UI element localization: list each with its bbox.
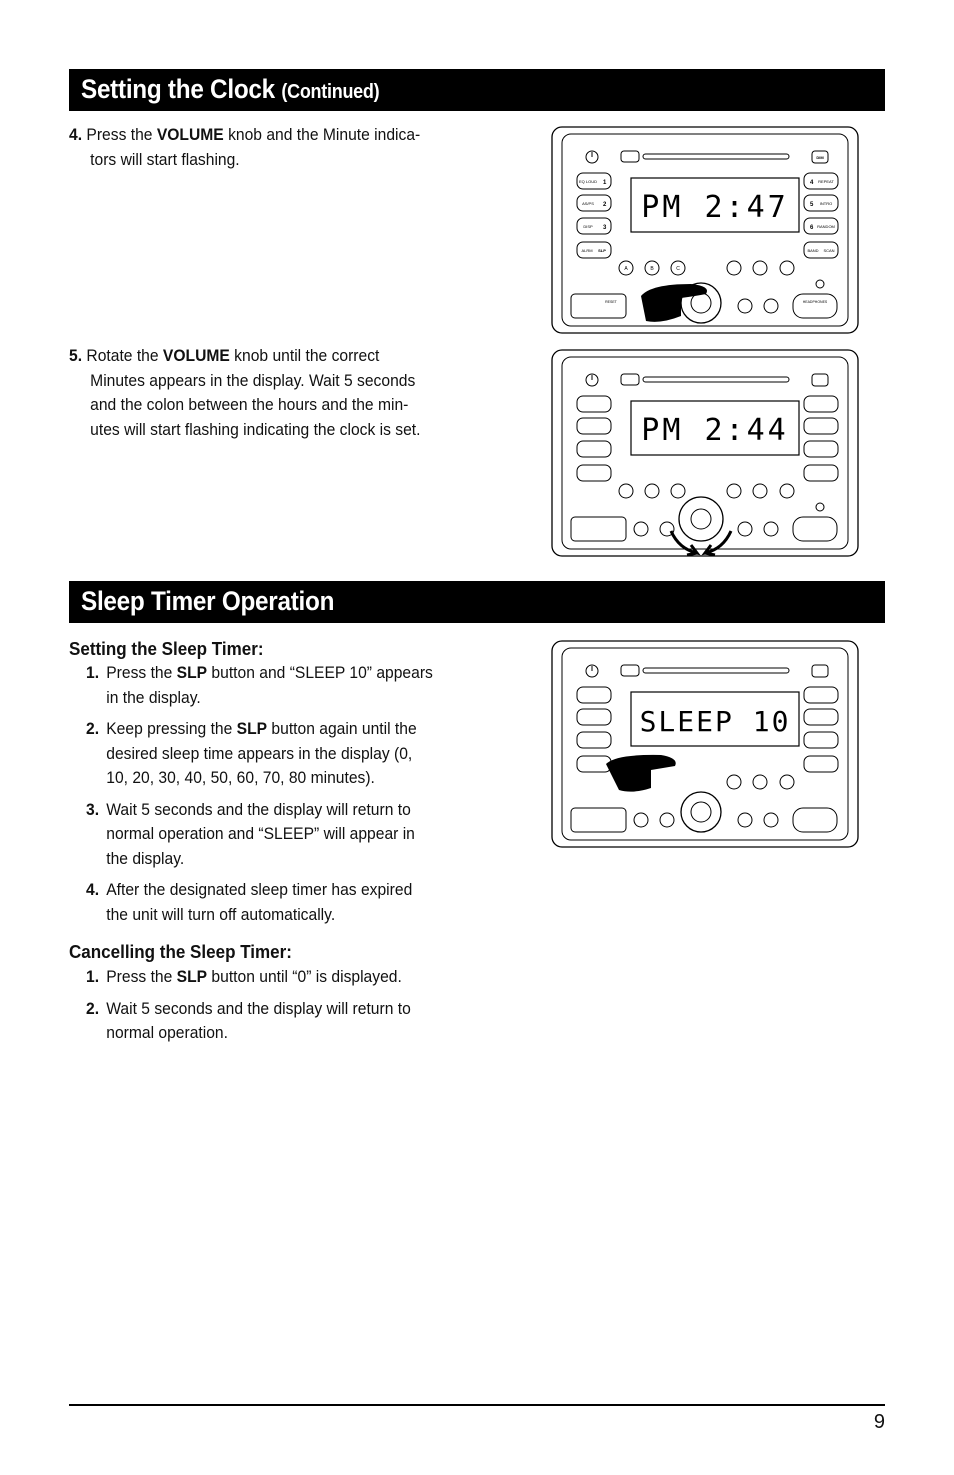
section-header-sleep <box>69 581 885 623</box>
step-text: in the display. <box>106 687 201 707</box>
button-label: DIM <box>816 155 824 160</box>
step-number: 1. <box>86 663 100 682</box>
step-text: Press the <box>106 967 177 986</box>
step-text: After the designated sleep timer has expired <box>106 880 413 899</box>
step-line <box>106 903 335 928</box>
button-label: C <box>676 266 680 272</box>
step-text: Minutes appears in the display. Wait 5 seconds <box>90 370 416 390</box>
button-label: 4 <box>810 180 814 186</box>
step-number: 5. <box>69 346 83 365</box>
step-text: Keep pressing the <box>106 719 237 738</box>
button-label: SLP <box>598 248 606 253</box>
button-label: 3 <box>603 225 607 231</box>
step-number: 1. <box>86 967 100 986</box>
section-header-clock <box>69 69 885 111</box>
step-line <box>106 798 411 823</box>
step-text: knob until the correct <box>229 346 380 365</box>
button-label: DISP <box>583 224 593 229</box>
step-text: normal operation. <box>106 1023 228 1042</box>
step-text: button until “0” is displayed. <box>207 967 402 986</box>
step-text: the display. <box>106 848 185 868</box>
step-text: and the colon between the hours and the min- <box>90 395 409 414</box>
step-line <box>106 686 200 711</box>
title-text: Setting the Clock <box>81 74 275 104</box>
step-text: Press the <box>106 663 177 682</box>
step-number: 3. <box>86 799 100 819</box>
step-bold: SLP <box>236 719 268 738</box>
section-title <box>81 74 379 105</box>
button-label: 2 <box>603 202 607 208</box>
step-line <box>106 878 412 903</box>
step-bold: VOLUME <box>156 125 224 144</box>
step-number: 2. <box>86 998 100 1018</box>
step-line <box>106 661 433 686</box>
button-label: HEADPHONES <box>802 300 828 304</box>
button-label: 6 <box>810 225 814 231</box>
step-line <box>106 1021 228 1046</box>
step-line <box>106 717 416 742</box>
title-suffix: (Continued) <box>281 81 380 103</box>
step-line <box>106 766 375 791</box>
radio-figure-2 <box>551 349 859 557</box>
step-text: Wait 5 seconds and the display will return to <box>106 799 411 819</box>
button-label: 5 <box>810 202 814 208</box>
step-text: desired sleep time appears in the display (0, <box>106 743 413 763</box>
step-number: 4. <box>86 880 100 899</box>
button-label: A <box>624 266 628 272</box>
step-text: normal operation and “SLEEP” will appear in <box>106 824 415 843</box>
step-bold: VOLUME <box>162 346 230 365</box>
clock-step-4 <box>69 123 465 172</box>
button-label: B <box>650 266 654 272</box>
step-text: 10, 20, 30, 40, 50, 60, 70, 80 minutes). <box>106 768 375 787</box>
step-text: utes will start flashing indicating the clock is set. <box>90 419 421 439</box>
step-line <box>106 965 402 990</box>
lcd-text: PM 2:44 <box>641 413 789 448</box>
step-number: 4. <box>69 125 83 144</box>
button-label: RANDOM <box>817 224 835 229</box>
button-label: SCAN <box>823 248 835 253</box>
button-label: AS/PS <box>582 201 594 206</box>
step-bold: SLP <box>176 663 208 682</box>
button-label: RESET <box>605 300 617 304</box>
step-line <box>106 822 415 847</box>
lcd-text: SLEEP 10 <box>639 705 791 738</box>
step-bold: SLP <box>176 967 208 986</box>
button-label: EQ LOUD <box>578 179 598 184</box>
setting-sleep-heading: Setting the Sleep Timer: <box>69 638 264 659</box>
button-label: BAND <box>807 248 819 253</box>
footer-rule <box>69 1404 885 1406</box>
step-text: tors will start flashing. <box>90 149 240 169</box>
page-number: 9 <box>873 1411 885 1433</box>
step-text: Wait 5 seconds and the display will return to <box>106 998 411 1018</box>
step-text: knob and the Minute indica- <box>223 125 421 144</box>
button-label: 1 <box>603 180 607 186</box>
lcd-text: PM 2:47 <box>641 190 789 225</box>
button-label: REPEAT <box>818 179 834 184</box>
step-line <box>106 742 412 767</box>
clock-step-5 <box>69 344 465 442</box>
button-label: ALRM <box>581 248 593 253</box>
section-title: Sleep Timer Operation <box>81 586 335 616</box>
step-line <box>106 847 184 872</box>
step-text: button and “SLEEP 10” appears <box>207 663 433 682</box>
step-text: Press the <box>86 125 157 144</box>
radio-figure-1 <box>551 126 859 334</box>
step-number: 2. <box>86 719 100 738</box>
step-text: the unit will turn off automatically. <box>106 904 336 924</box>
cancel-sleep-heading: Cancelling the Sleep Timer: <box>69 941 292 962</box>
step-text: Rotate the <box>86 346 163 365</box>
radio-figure-3 <box>551 640 859 848</box>
step-line <box>106 997 411 1022</box>
step-text: button again until the <box>267 719 417 738</box>
button-label: INTRO <box>819 201 833 206</box>
